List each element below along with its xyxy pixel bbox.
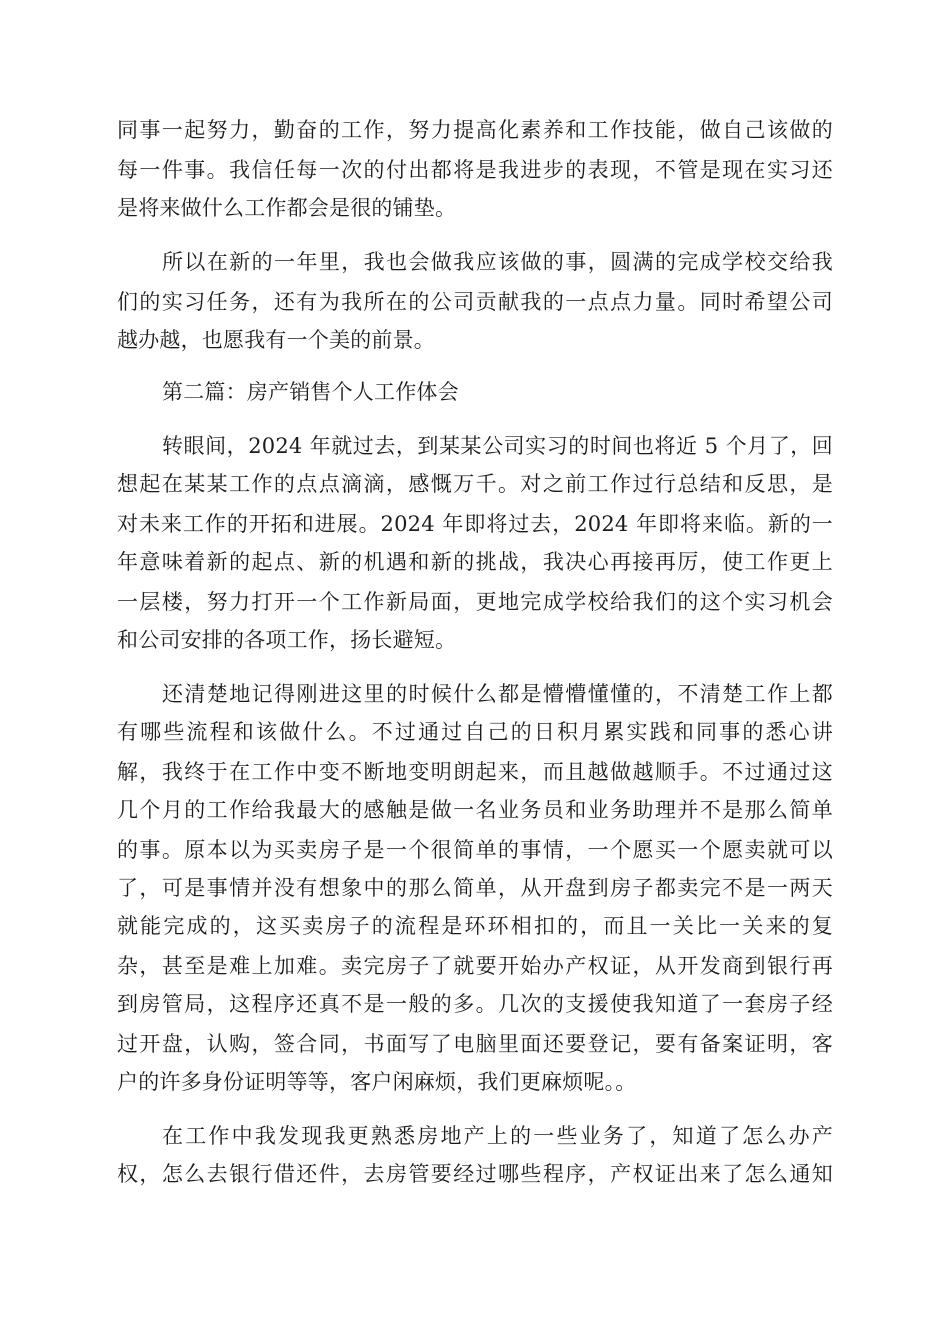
paragraph-3-line-6: 和公司安排的各项工作，扬长避短。 bbox=[117, 628, 457, 652]
paragraph-4-line-7: 就能完成的，这买卖房子的流程是环环相扣的，而且一关比一关来的复 bbox=[117, 914, 833, 938]
paragraph-4-line-2: 有哪些流程和该做什么。不过通过自己的日积月累实践和同事的悉心讲 bbox=[117, 720, 833, 744]
paragraph-2-line-3: 越办越，也愿我有一个美的前景。 bbox=[117, 328, 435, 352]
paragraph-5-line-2: 权，怎么去银行借还件，去房管要经过哪些程序，产权证出来了怎么通知 bbox=[117, 1162, 833, 1186]
paragraph-5-line-1: 在工作中我发现我更熟悉房地产上的一些业务了，知道了怎么办产 bbox=[162, 1124, 833, 1148]
paragraph-3-line-1: 转眼间，2024 年就过去，到某某公司实习的时间也将近 5 个月了，回 bbox=[162, 434, 833, 458]
paragraph-2-line-2: 们的实习任务，还有为我所在的公司贡献我的一点点力量。同时希望公司 bbox=[117, 290, 833, 314]
paragraph-4-line-11: 户的许多身份证明等等，客户闲麻烦，我们更麻烦呢。。 bbox=[117, 1070, 637, 1094]
paragraph-4-line-8: 杂，甚至是难上加难。卖完房子了就要开始办产权证，从开发商到银行再 bbox=[117, 954, 833, 978]
paragraph-2-line-1: 所以在新的一年里，我也会做我应该做的事，圆满的完成学校交给我 bbox=[162, 250, 833, 274]
paragraph-4-line-9: 到房管局，这程序还真不是一般的多。几次的支援使我知道了一套房子经 bbox=[117, 992, 833, 1016]
paragraph-4-line-1: 还清楚地记得刚进这里的时候什么都是懵懵懂懂的，不清楚工作上都 bbox=[162, 682, 833, 706]
paragraph-4-line-6: 了，可是事情并没有想象中的那么简单，从开盘到房子都卖完不是一两天 bbox=[117, 876, 833, 900]
paragraph-1-line-2: 每一件事。我信任每一次的付出都将是我进步的表现，不管是现在实习还 bbox=[117, 158, 833, 182]
paragraph-3-line-5: 一层楼，努力打开一个工作新局面，更地完成学校给我们的这个实习机会 bbox=[117, 590, 833, 614]
paragraph-4-line-5: 的事。原本以为买卖房子是一个很简单的事情，一个愿买一个愿卖就可以 bbox=[117, 838, 833, 862]
paragraph-1-line-1: 同事一起努力，勤奋的工作，努力提高化素养和工作技能，做自己该做的 bbox=[117, 118, 833, 142]
paragraph-4-line-4: 几个月的工作给我最大的感触是做一名业务员和业务助理并不是那么简单 bbox=[117, 798, 833, 822]
paragraph-4-line-10: 过开盘，认购，签合同，书面写了电脑里面还要登记，要有备案证明，客 bbox=[117, 1032, 833, 1056]
section-heading: 第二篇：房产销售个人工作体会 bbox=[162, 380, 459, 404]
paragraph-3-line-2: 想起在某某工作的点点滴滴，感慨万千。对之前工作过行总结和反思，是 bbox=[117, 472, 833, 496]
paragraph-1-line-3: 是将来做什么工作都会是很的铺垫。 bbox=[117, 196, 457, 220]
paragraph-4-line-3: 解，我终于在工作中变不断地变明朗起来，而且越做越顺手。不过通过这 bbox=[117, 760, 833, 784]
paragraph-3-line-4: 年意味着新的起点、新的机遇和新的挑战，我决心再接再厉，使工作更上 bbox=[117, 550, 833, 574]
paragraph-3-line-3: 对未来工作的开拓和进展。2024 年即将过去，2024 年即将来临。新的一 bbox=[117, 512, 833, 536]
